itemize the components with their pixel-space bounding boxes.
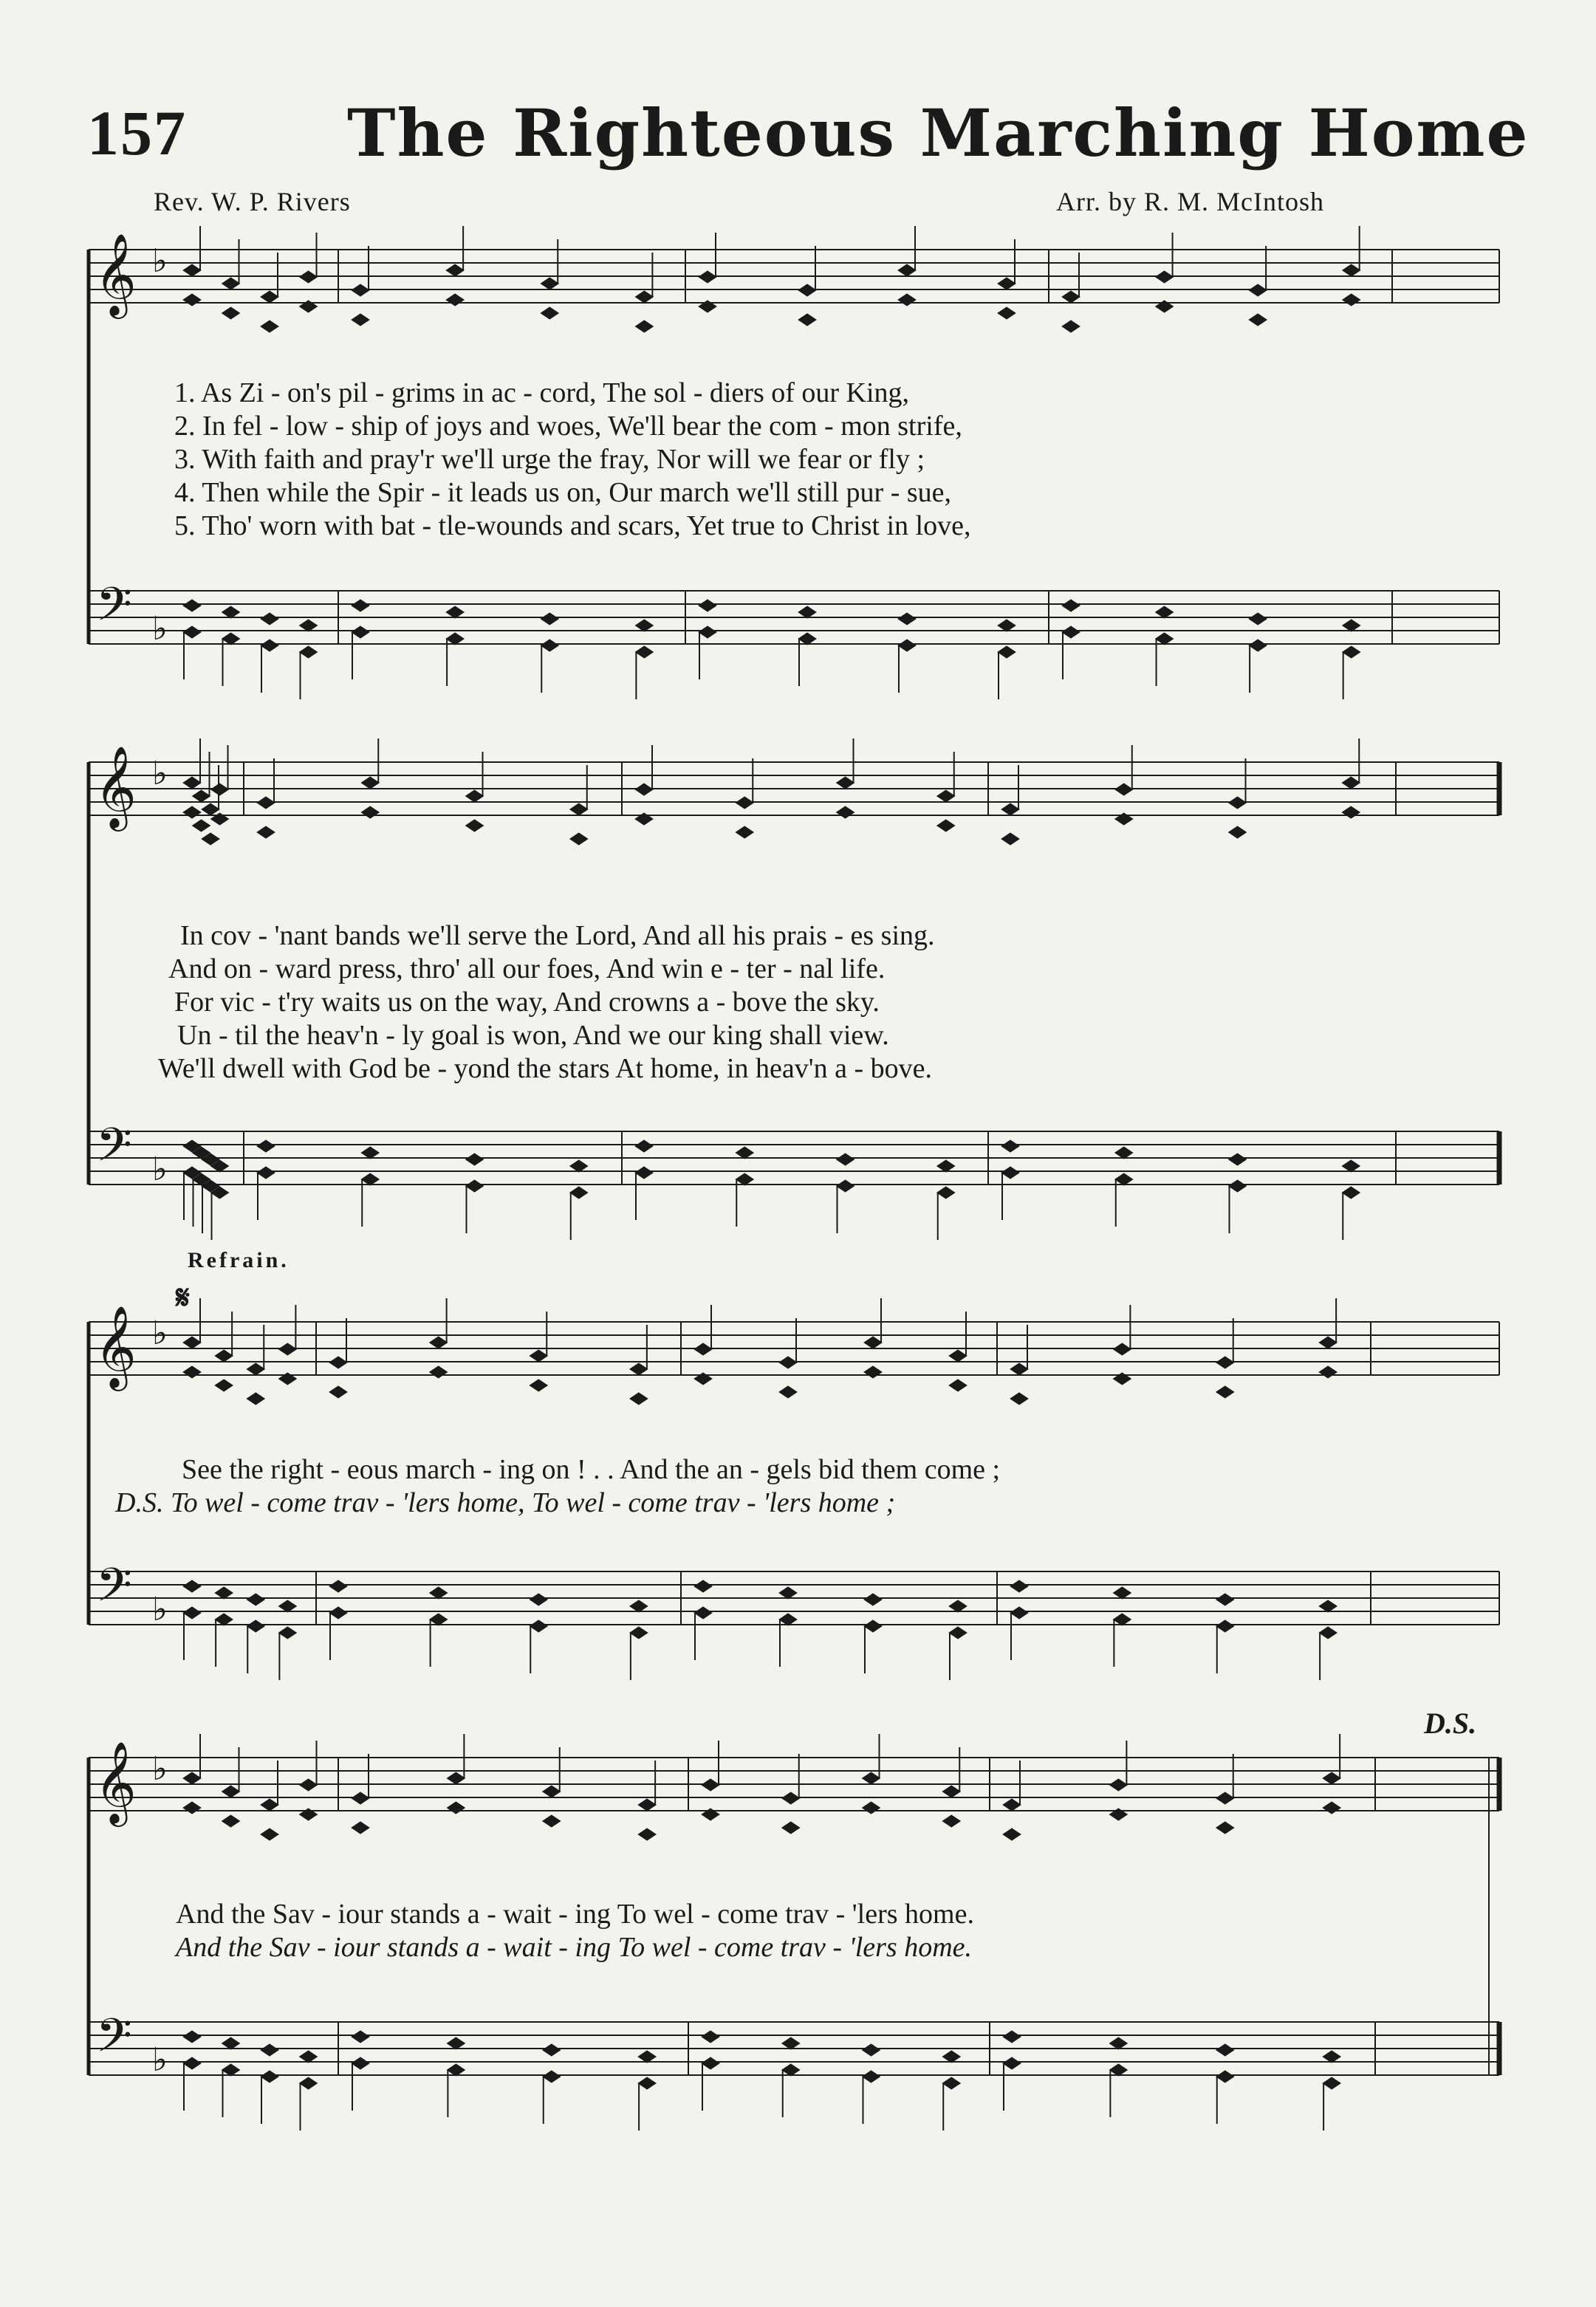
verse-lyric-line: 2. In fel - low - ship of joys and woes, We'll bear the com - mon strife, xyxy=(174,411,962,442)
svg-text:♭: ♭ xyxy=(152,755,168,792)
segno-sign: 𝄋 xyxy=(176,1280,190,1316)
refrain-italic-lyric-line: And the Sav - iour stands a - wait - ing To wel - come trav - 'lers home. xyxy=(176,1932,973,1963)
refrain-ds-lyric-line: D.S. To wel - come trav - 'lers home, To wel - come trav - 'lers home ; xyxy=(115,1487,896,1518)
verse-lyric-line: And on - ward press, thro' all our foes, And win e - ter - nal life. xyxy=(168,953,886,984)
svg-text:♭: ♭ xyxy=(152,610,168,648)
svg-text:𝄢: 𝄢 xyxy=(96,2008,132,2074)
svg-text:𝄢: 𝄢 xyxy=(96,1557,132,1623)
svg-text:♭: ♭ xyxy=(152,242,168,280)
hymn-title: The Righteous Marching Home xyxy=(347,95,1530,171)
svg-text:♭: ♭ xyxy=(152,1314,168,1352)
dal-segno-label: D.S. xyxy=(1424,1707,1477,1740)
svg-text:♭: ♭ xyxy=(152,1151,168,1188)
svg-text:𝄞: 𝄞 xyxy=(95,1741,137,1823)
svg-text:𝄢: 𝄢 xyxy=(96,577,132,642)
verse-lyric-line: 3. With faith and pray'r we'll urge the fray, Nor will we fear or fly ; xyxy=(174,444,925,475)
refrain-lyric-line: See the right - eous march - ing on ! . . And the an - gels bid them come ; xyxy=(182,1454,1001,1485)
svg-text:♭: ♭ xyxy=(152,2041,168,2079)
verse-lyric-line: Un - til the heav'n - ly goal is won, And we our king shall view. xyxy=(177,1020,889,1051)
svg-text:𝄞: 𝄞 xyxy=(95,745,137,828)
verse-lyric-line: 5. Tho' worn with bat - tle-wounds and scars, Yet true to Christ in love, xyxy=(174,510,971,541)
verse-lyric-line: 4. Then while the Spir - it leads us on, Our march we'll still pur - sue, xyxy=(174,477,952,508)
verse-lyric-line: For vic - t'ry waits us on the way, And crowns a - bove the sky. xyxy=(174,987,880,1018)
hymn-number: 157 xyxy=(87,97,187,168)
refrain-label: Refrain. xyxy=(188,1248,290,1272)
verse-lyric-line: We'll dwell with God be - yond the stars At home, in heav'n a - bove. xyxy=(158,1053,933,1084)
svg-text:♭: ♭ xyxy=(152,1750,168,1788)
svg-text:𝄢: 𝄢 xyxy=(96,1117,132,1183)
svg-text:𝄞: 𝄞 xyxy=(95,1305,137,1388)
verse-lyric-line: In cov - 'nant bands we'll serve the Lord, And all his prais - es sing. xyxy=(180,920,935,951)
arranger-credit: Arr. by R. M. McIntosh xyxy=(1056,187,1324,216)
svg-text:𝄞: 𝄞 xyxy=(95,233,137,315)
verse-lyric-line: 1. As Zi - on's pil - grims in ac - cord, The sol - diers of our King, xyxy=(174,377,910,408)
svg-text:♭: ♭ xyxy=(152,1591,168,1628)
refrain-lyric-line: And the Sav - iour stands a - wait - ing To wel - come trav - 'lers home. xyxy=(176,1899,974,1930)
lyricist-credit: Rev. W. P. Rivers xyxy=(154,187,351,216)
